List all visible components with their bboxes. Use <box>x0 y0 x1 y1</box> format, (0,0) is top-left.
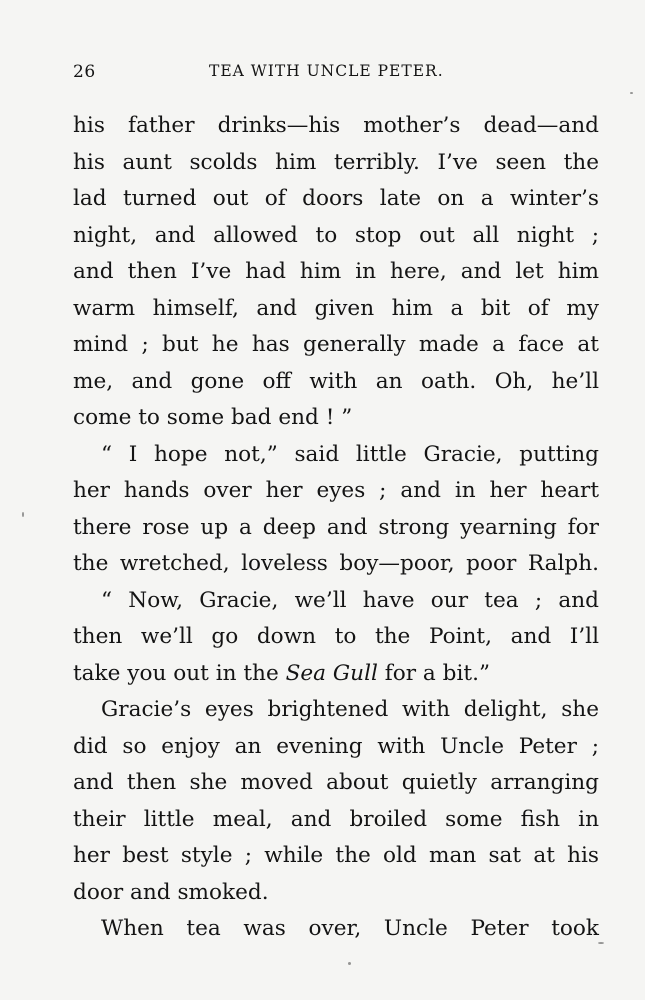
paper-speck <box>22 512 24 517</box>
text-line: me, and gone off with an oath. Oh, he’ll <box>73 368 599 394</box>
boat-name: Sea Gull <box>285 660 378 686</box>
text-line: “ I hope not,” said little Gracie, putting <box>101 441 599 467</box>
text-line: then we’ll go down to the Point, and I’ll <box>73 624 599 649</box>
text-line: the wretched, loveless boy—poor, poor Ralph. <box>73 551 599 576</box>
text-segment: for a bit.” <box>377 660 490 686</box>
paper-speck <box>630 92 633 94</box>
text-line: her best style ; while the old man sat at his <box>73 843 599 868</box>
text-segment: take you out in the <box>73 660 286 686</box>
text-line: come to some bad end ! ” <box>73 405 353 430</box>
text-line: there rose up a deep and strong yearning for <box>73 514 599 540</box>
paper-speck <box>348 962 351 965</box>
text-line: Gracie’s eyes brightened with delight, she <box>101 697 599 722</box>
text-line-with-italic <box>73 656 599 693</box>
text-line: night, and allowed to stop out all night ; <box>73 222 599 248</box>
text-line: lad turned out of doors late on a winter’s <box>73 186 599 211</box>
paper-speck <box>598 942 604 944</box>
page-header <box>73 62 599 86</box>
text-line: his father drinks—his mother’s dead—and <box>73 113 599 138</box>
text-line: did so enjoy an evening with Uncle Peter ; <box>73 733 599 759</box>
text-line: their little meal, and broiled some fish in <box>73 806 599 832</box>
text-line: warm himself, and given him a bit of my <box>73 295 599 321</box>
text-line: her hands over her eyes ; and in her heart <box>73 478 599 503</box>
page-number: 26 <box>73 62 96 82</box>
running-head: TEA WITH UNCLE PETER. <box>209 62 444 80</box>
text-line: When tea was over, Uncle Peter took <box>101 916 599 941</box>
text-line: door and smoked. <box>73 879 269 905</box>
text-line: and then she moved about quietly arranging <box>73 770 599 795</box>
body-text <box>73 108 599 948</box>
text-line: his aunt scolds him terribly. I’ve seen the <box>73 149 599 175</box>
text-line: and then I’ve had him in here, and let him <box>73 259 599 284</box>
text-line: “ Now, Gracie, we’ll have our tea ; and <box>101 587 599 613</box>
text-line: mind ; but he has generally made a face at <box>73 332 599 357</box>
